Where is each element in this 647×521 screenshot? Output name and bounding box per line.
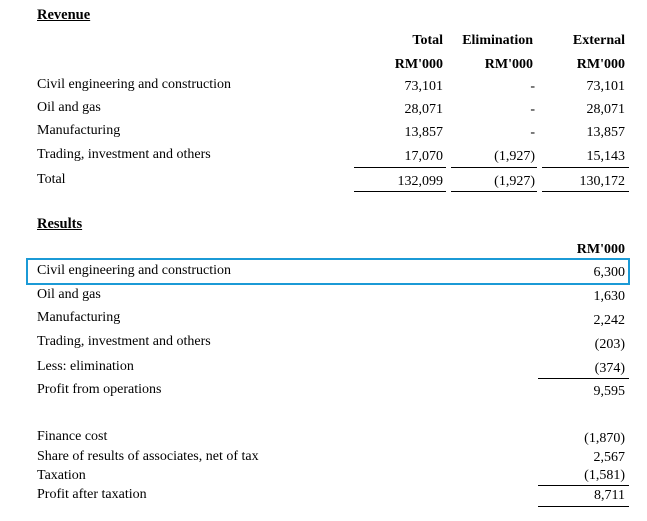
results-row-value: 8,711: [594, 488, 625, 503]
col-header-total: Total: [412, 33, 443, 48]
total-rule-bottom: [542, 191, 629, 192]
revenue-row-external: 13,857: [586, 125, 625, 140]
results-row-value: (374): [594, 361, 625, 376]
results-row-label: Finance cost: [37, 429, 108, 444]
col-header-external: External: [572, 33, 625, 48]
col-unit-total: RM'000: [394, 57, 443, 72]
revenue-total-external: 130,172: [579, 174, 625, 189]
revenue-row-external: 28,071: [586, 102, 625, 117]
results-row-value: (1,870): [584, 431, 625, 446]
total-rule-bottom: [451, 191, 537, 192]
col-unit-external: RM'000: [576, 57, 625, 72]
revenue-row-label: Civil engineering and construction: [37, 77, 232, 92]
total-rule-top: [542, 167, 629, 168]
results-row-value: 2,567: [593, 450, 625, 465]
results-row-label: Profit after taxation: [37, 487, 147, 502]
subtotal-rule: [538, 378, 629, 379]
revenue-total-total: 132,099: [397, 174, 443, 189]
results-unit: RM'000: [576, 242, 625, 257]
results-heading: Results: [37, 216, 83, 232]
results-row-label: Less: elimination: [37, 359, 134, 374]
results-row-label: Taxation: [37, 468, 86, 483]
revenue-row-label: Oil and gas: [37, 100, 101, 115]
subtotal-rule: [538, 485, 629, 486]
results-row-value: 9,595: [593, 384, 625, 399]
results-row-value: (203): [594, 337, 625, 352]
revenue-row-elimination: -: [530, 125, 535, 140]
revenue-row-elimination: -: [530, 102, 535, 117]
results-row-label: Share of results of associates, net of tax: [37, 449, 259, 464]
revenue-row-elimination: -: [530, 79, 535, 94]
results-row-label: Trading, investment and others: [37, 334, 211, 349]
revenue-row-total: 17,070: [404, 149, 443, 164]
revenue-row-external: 73,101: [586, 79, 625, 94]
revenue-total-elimination: (1,927): [494, 174, 535, 189]
col-header-elimination: Elimination: [462, 33, 533, 48]
results-row-value: (1,581): [584, 468, 625, 483]
revenue-row-total: 28,071: [404, 102, 443, 117]
revenue-row-label: Manufacturing: [37, 123, 121, 138]
results-row-label: Oil and gas: [37, 287, 101, 302]
revenue-row-label: Trading, investment and others: [37, 147, 211, 162]
revenue-row-total: 73,101: [404, 79, 443, 94]
col-unit-elimination: RM'000: [484, 57, 533, 72]
total-rule-top: [354, 167, 446, 168]
results-row-value: 2,242: [593, 313, 625, 328]
results-row-label: Profit from operations: [37, 382, 162, 397]
revenue-row-total: 13,857: [404, 125, 443, 140]
revenue-row-elimination: (1,927): [494, 149, 535, 164]
revenue-row-external: 15,143: [586, 149, 625, 164]
results-row-value: 1,630: [593, 289, 625, 304]
revenue-total-label: Total: [37, 172, 66, 187]
total-rule-top: [451, 167, 537, 168]
results-row-label: Manufacturing: [37, 310, 121, 325]
revenue-heading: Revenue: [37, 7, 91, 23]
results-row-label: Civil engineering and construction: [37, 263, 232, 278]
results-row-value: 6,300: [593, 265, 625, 280]
final-rule: [538, 506, 629, 507]
total-rule-bottom: [354, 191, 446, 192]
